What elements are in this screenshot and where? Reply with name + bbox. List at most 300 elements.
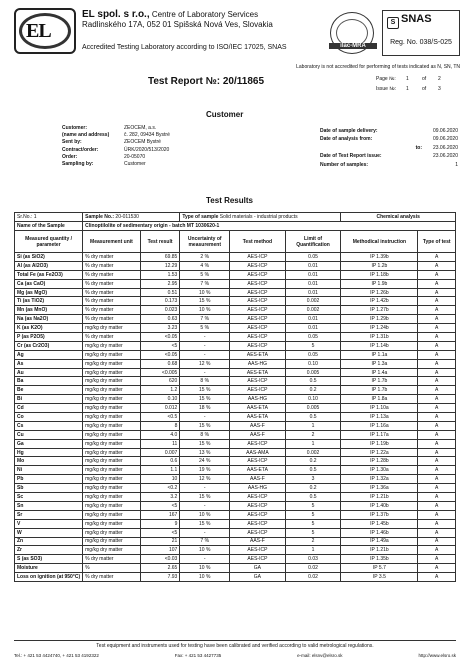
company-address: Radlinského 17A, 052 01 Spišská Nová Ves, Slovakia — [82, 20, 273, 29]
loq-cell: 5 — [285, 510, 341, 519]
loq-cell: 0.002 — [285, 448, 341, 457]
unit-cell: mg/kg dry matter — [83, 439, 141, 448]
footer-web[interactable]: http://www.elsro.sk — [418, 653, 456, 658]
parameter-cell: Zn — [15, 537, 83, 546]
uncertainty-cell: 10 % — [180, 564, 230, 573]
table-row — [15, 413, 456, 422]
customer-label: Customer: — [62, 125, 88, 131]
sample-row — [15, 213, 456, 222]
instruction-cell: IP 1.18b — [341, 270, 418, 279]
table-row — [15, 279, 456, 288]
table-row — [15, 386, 456, 395]
method-cell: AES-ICP — [230, 261, 286, 270]
table-row — [15, 528, 456, 537]
table-row — [15, 261, 456, 270]
parameter-cell: Total Fe (as Fe2O3) — [15, 270, 83, 279]
method-cell: AES-ICP — [230, 297, 286, 306]
parameter-cell: Mn (as MnO) — [15, 306, 83, 315]
unit-cell: mg/kg dry matter — [83, 475, 141, 484]
result-cell: 107 — [140, 546, 180, 555]
unit-cell: % — [83, 564, 141, 573]
result-cell: 10 — [140, 475, 180, 484]
loq-cell: 0.5 — [285, 413, 341, 422]
method-cell: AAS-ETA — [230, 404, 286, 413]
instruction-cell: IP 1.22a — [341, 448, 418, 457]
parameter-cell: Ti (as TiO2) — [15, 297, 83, 306]
instruction-cell: IP 1.31b — [341, 333, 418, 342]
test-type-cell: A — [418, 386, 456, 395]
result-cell: 8 — [140, 421, 180, 430]
table-row — [15, 519, 456, 528]
test-type-cell: A — [418, 270, 456, 279]
uncertainty-cell: 19 % — [180, 466, 230, 475]
table-row — [15, 270, 456, 279]
customer-block — [62, 125, 314, 168]
issue-total: 3 — [438, 86, 441, 92]
loq-cell: 0.005 — [285, 404, 341, 413]
column-header: Test result — [140, 231, 180, 253]
sample-type-label: Type of sample — [182, 214, 219, 220]
result-cell: <0.05 — [140, 350, 180, 359]
uncertainty-cell: 18 % — [180, 404, 230, 413]
instruction-cell: IP 1.1a — [341, 350, 418, 359]
method-cell: AES-ICP — [230, 279, 286, 288]
result-cell: 21 — [140, 537, 180, 546]
uncertainty-cell: 2 % — [180, 253, 230, 262]
customer-row — [62, 139, 314, 146]
unit-cell: % dry matter — [83, 555, 141, 564]
uncertainty-cell: 15 % — [180, 421, 230, 430]
uncertainty-cell: 5 % — [180, 270, 230, 279]
column-header: Type of test — [418, 231, 456, 253]
meta-value: 23.06.2020 — [432, 144, 458, 151]
table-row — [15, 324, 456, 333]
method-cell: AES-ICP — [230, 341, 286, 350]
sample-name-row — [15, 222, 456, 231]
loq-cell: 0.01 — [285, 288, 341, 297]
loq-cell: 5 — [285, 341, 341, 350]
customer-label: Contract/order: — [62, 146, 99, 153]
instruction-cell: IP 1.2b — [341, 261, 418, 270]
uncertainty-cell: - — [180, 501, 230, 510]
sample-type-value: Solid materials - industrial products — [219, 214, 298, 220]
instruction-cell: IP 1.21b — [341, 493, 418, 502]
unit-cell: mg/kg dry matter — [83, 484, 141, 493]
parameter-cell: Cu — [15, 430, 83, 439]
method-cell: AES-ICP — [230, 253, 286, 262]
instruction-cell: IP 1.19b — [341, 439, 418, 448]
test-type-cell: A — [418, 457, 456, 466]
unit-cell: % dry matter — [83, 333, 141, 342]
parameter-cell: Pb — [15, 475, 83, 484]
snas-mark-icon: S — [387, 17, 399, 29]
snas-label: SNAS — [401, 13, 432, 25]
loq-cell: 0.5 — [285, 466, 341, 475]
uncertainty-cell: 7 % — [180, 279, 230, 288]
uncertainty-cell: - — [180, 555, 230, 564]
result-cell: <0.2 — [140, 484, 180, 493]
test-type-cell: A — [418, 306, 456, 315]
instruction-cell: IP 1.40b — [341, 501, 418, 510]
result-cell: 1.1 — [140, 466, 180, 475]
test-type-cell: A — [418, 555, 456, 564]
uncertainty-cell: 13 % — [180, 448, 230, 457]
loq-cell: 0.2 — [285, 386, 341, 395]
parameter-cell: As — [15, 359, 83, 368]
test-type-cell: A — [418, 297, 456, 306]
issue-of: of — [422, 86, 427, 92]
table-row — [15, 546, 456, 555]
loq-cell: 0.05 — [285, 333, 341, 342]
unit-cell: mg/kg dry matter — [83, 510, 141, 519]
result-cell: 11 — [140, 439, 180, 448]
meta-row — [320, 161, 458, 169]
table-row — [15, 377, 456, 386]
result-cell: <5 — [140, 501, 180, 510]
test-type-cell: A — [418, 501, 456, 510]
test-type-cell: A — [418, 315, 456, 324]
test-type-cell: A — [418, 448, 456, 457]
parameter-cell: Cr (as Cr2O3) — [15, 341, 83, 350]
unit-cell: % dry matter — [83, 573, 141, 582]
snas-logo — [387, 13, 432, 29]
unit-cell: mg/kg dry matter — [83, 350, 141, 359]
customer-value: 20-05070 — [124, 153, 146, 160]
accreditation-line: Accredited Testing Laboratory according to ISO/IEC 17025, SNAS — [82, 44, 287, 51]
result-cell: 1.2 — [140, 386, 180, 395]
method-cell: AAS-F — [230, 421, 286, 430]
meta-label: Date of sample delivery: — [320, 128, 378, 134]
method-cell: AAS-F — [230, 475, 286, 484]
loq-cell: 5 — [285, 501, 341, 510]
unit-cell: mg/kg dry matter — [83, 493, 141, 502]
uncertainty-cell: - — [180, 341, 230, 350]
method-cell: AAS-ETA — [230, 413, 286, 422]
result-cell: 69.85 — [140, 253, 180, 262]
sr-cell — [15, 213, 83, 222]
instruction-cell: IP 1.32a — [341, 475, 418, 484]
unit-cell: mg/kg dry matter — [83, 519, 141, 528]
loq-cell: 2 — [285, 537, 341, 546]
company-subtitle: Centre of Laboratory Services — [151, 10, 259, 19]
method-cell: AAS-HG — [230, 395, 286, 404]
uncertainty-cell: 15 % — [180, 439, 230, 448]
table-row — [15, 457, 456, 466]
parameter-cell: Bi — [15, 395, 83, 404]
instruction-cell: IP 1.14b — [341, 341, 418, 350]
test-type-cell: A — [418, 279, 456, 288]
parameter-cell: Be — [15, 386, 83, 395]
uncertainty-cell: 10 % — [180, 288, 230, 297]
loq-cell: 5 — [285, 519, 341, 528]
unit-cell: mg/kg dry matter — [83, 395, 141, 404]
result-cell: 12.29 — [140, 261, 180, 270]
sample-no-cell — [83, 213, 180, 222]
page-total: 2 — [438, 76, 441, 82]
meta-value: 1 — [455, 161, 458, 168]
result-cell: 1.53 — [140, 270, 180, 279]
instruction-cell: IP 1.46b — [341, 528, 418, 537]
report-header — [14, 8, 460, 58]
method-cell: AES-ICP — [230, 324, 286, 333]
customer-row — [62, 147, 314, 154]
table-header-row — [15, 231, 456, 253]
table-row — [15, 395, 456, 404]
test-type-cell: A — [418, 350, 456, 359]
customer-value: Customer — [124, 161, 146, 168]
method-cell: AES-ICP — [230, 501, 286, 510]
parameter-cell: V — [15, 519, 83, 528]
unit-cell: mg/kg dry matter — [83, 537, 141, 546]
method-cell: AAS-HG — [230, 359, 286, 368]
table-row — [15, 350, 456, 359]
uncertainty-cell: - — [180, 368, 230, 377]
column-header: Test method — [230, 231, 286, 253]
table-row — [15, 430, 456, 439]
result-cell: 0.012 — [140, 404, 180, 413]
instruction-cell: IP 1.35b — [341, 555, 418, 564]
issue-label: Issue №: — [376, 86, 397, 92]
sample-name-value: Clinoptilolite of sedimentary origin - batch MT 1030620-1 — [83, 222, 456, 231]
footer-fax: Fax: + 421 53 4427735 — [174, 653, 222, 658]
meta-label: to: — [415, 144, 422, 151]
uncertainty-cell: 12 % — [180, 359, 230, 368]
page-of: of — [422, 76, 427, 82]
uncertainty-cell: 8 % — [180, 430, 230, 439]
test-type-cell: A — [418, 421, 456, 430]
instruction-cell: IP 1.29b — [341, 315, 418, 324]
meta-row — [320, 144, 458, 152]
uncertainty-cell: 15 % — [180, 386, 230, 395]
method-cell: AES-ICP — [230, 555, 286, 564]
result-cell: 9 — [140, 519, 180, 528]
parameter-cell: Ca (as CaO) — [15, 279, 83, 288]
page-info — [376, 74, 441, 94]
parameter-cell: Mo — [15, 457, 83, 466]
sr-label: Sr.No.: — [17, 214, 33, 220]
parameter-cell: Sr — [15, 510, 83, 519]
instruction-cell: IP 3.5 — [341, 573, 418, 582]
meta-value: 09.06.2020 — [432, 128, 458, 134]
table-row — [15, 333, 456, 342]
loq-cell: 1 — [285, 421, 341, 430]
column-header: Uncertainty of measurement — [180, 231, 230, 253]
sample-type-cell — [180, 213, 341, 222]
parameter-cell: Sn — [15, 501, 83, 510]
unit-cell: % dry matter — [83, 261, 141, 270]
instruction-cell: IP 1.10a — [341, 404, 418, 413]
test-type-cell: A — [418, 528, 456, 537]
loq-cell: 0.01 — [285, 324, 341, 333]
meta-value: 23.06.2020 — [432, 153, 458, 160]
uncertainty-cell: 12 % — [180, 475, 230, 484]
result-cell: 0.51 — [140, 288, 180, 297]
footer-email[interactable]: e-mail: elsnv@elsro.sk — [297, 653, 343, 658]
unit-cell: mg/kg dry matter — [83, 421, 141, 430]
parameter-cell: K (as K2O) — [15, 324, 83, 333]
customer-label: Sent by: — [62, 139, 82, 146]
unit-cell: % dry matter — [83, 306, 141, 315]
parameter-cell: Si (as SiO2) — [15, 253, 83, 262]
method-cell: AES-ICP — [230, 510, 286, 519]
customer-value: ZEOCEM, a.s. — [124, 125, 157, 131]
loq-cell: 5 — [285, 528, 341, 537]
loq-cell: 0.5 — [285, 377, 341, 386]
ilac-label: ilac-MRA — [329, 43, 377, 49]
parameter-cell: Sc — [15, 493, 83, 502]
method-cell: AES-ICP — [230, 315, 286, 324]
method-cell: AES-ICP — [230, 493, 286, 502]
result-cell: 0.68 — [140, 359, 180, 368]
parameter-cell: Loss on ignition (at 950°C) — [15, 573, 83, 582]
test-type-cell: A — [418, 564, 456, 573]
results-table — [14, 212, 456, 582]
parameter-cell: Ga — [15, 439, 83, 448]
registration-number: Reg. No. 038/S-025 — [390, 39, 452, 46]
instruction-cell: IP 1.4a — [341, 368, 418, 377]
unit-cell: % dry matter — [83, 270, 141, 279]
test-type-cell: A — [418, 261, 456, 270]
unit-cell: % dry matter — [83, 297, 141, 306]
table-row — [15, 404, 456, 413]
table-row — [15, 315, 456, 324]
test-type-cell: A — [418, 475, 456, 484]
page-number: 1 — [406, 76, 409, 82]
uncertainty-cell: 10 % — [180, 510, 230, 519]
result-cell: 3.23 — [140, 324, 180, 333]
test-type-cell: A — [418, 537, 456, 546]
method-cell: AAS-HG — [230, 484, 286, 493]
test-type-cell: A — [418, 519, 456, 528]
uncertainty-cell: 5 % — [180, 324, 230, 333]
result-cell: <5 — [140, 528, 180, 537]
uncertainty-cell: 15 % — [180, 519, 230, 528]
table-row — [15, 510, 456, 519]
table-row — [15, 359, 456, 368]
el-logo — [14, 8, 76, 54]
loq-cell: 2 — [285, 430, 341, 439]
parameter-cell: Moisture — [15, 564, 83, 573]
method-cell: GA — [230, 573, 286, 582]
instruction-cell: IP 1.27b — [341, 306, 418, 315]
uncertainty-cell: - — [180, 350, 230, 359]
sample-dates-block — [320, 127, 458, 169]
result-cell: 0.023 — [140, 306, 180, 315]
test-type-cell: A — [418, 333, 456, 342]
instruction-cell: IP 1.3a — [341, 359, 418, 368]
footer-tel: Tel.: + 421 53 4424740, + 421 53 4192322 — [14, 653, 99, 658]
table-row — [15, 421, 456, 430]
uncertainty-cell: 7 % — [180, 315, 230, 324]
loq-cell: 0.01 — [285, 315, 341, 324]
method-cell: AES-ICP — [230, 528, 286, 537]
table-row — [15, 501, 456, 510]
uncertainty-cell: 15 % — [180, 395, 230, 404]
result-cell: <5 — [140, 341, 180, 350]
unit-cell: mg/kg dry matter — [83, 341, 141, 350]
issue-number: 1 — [406, 86, 409, 92]
uncertainty-cell: 10 % — [180, 546, 230, 555]
unit-cell: mg/kg dry matter — [83, 324, 141, 333]
unit-cell: % dry matter — [83, 288, 141, 297]
method-cell: AES-ICP — [230, 519, 286, 528]
instruction-cell: IP 1.39b — [341, 253, 418, 262]
table-row — [15, 253, 456, 262]
meta-value: 09.06.2020 — [432, 136, 458, 143]
loq-cell: 3 — [285, 475, 341, 484]
uncertainty-cell: 4 % — [180, 261, 230, 270]
report-title: Test Report №: 20/11865 — [148, 76, 265, 87]
customer-label: (name and address) — [62, 132, 110, 139]
ilac-mra-icon — [330, 12, 374, 54]
instruction-cell: IP 1.17a — [341, 430, 418, 439]
parameter-cell: Co — [15, 413, 83, 422]
test-type-cell: A — [418, 484, 456, 493]
table-row — [15, 564, 456, 573]
loq-cell: 0.2 — [285, 484, 341, 493]
unit-cell: mg/kg dry matter — [83, 404, 141, 413]
instruction-cell: IP 1.8a — [341, 395, 418, 404]
uncertainty-cell: 7 % — [180, 537, 230, 546]
instruction-cell: IP 1.49a — [341, 537, 418, 546]
parameter-cell: Au — [15, 368, 83, 377]
method-cell: AES-ICP — [230, 288, 286, 297]
test-type-cell: A — [418, 253, 456, 262]
unit-cell: mg/kg dry matter — [83, 466, 141, 475]
loq-cell: 1 — [285, 439, 341, 448]
table-row — [15, 537, 456, 546]
parameter-cell: Ba — [15, 377, 83, 386]
loq-cell: 0.005 — [285, 368, 341, 377]
test-type-cell: A — [418, 466, 456, 475]
result-cell: 7.93 — [140, 573, 180, 582]
instruction-cell: IP 1.7b — [341, 386, 418, 395]
loq-cell: 0.2 — [285, 457, 341, 466]
result-cell: 167 — [140, 510, 180, 519]
unit-cell: mg/kg dry matter — [83, 501, 141, 510]
column-header: Limit of Quantification — [285, 231, 341, 253]
sample-no-value: 20-011530 — [115, 214, 139, 220]
accreditation-note: Laboratory is not accredited for performing of tests indicated as N, SN, TN — [296, 64, 460, 70]
instruction-cell: IP 1.36a — [341, 484, 418, 493]
method-cell: AES-ICP — [230, 546, 286, 555]
method-cell: AES-ICP — [230, 270, 286, 279]
customer-row — [62, 161, 314, 168]
customer-row — [62, 132, 314, 139]
instruction-cell: IP 1.28b — [341, 457, 418, 466]
parameter-cell: Na (as Na2O) — [15, 315, 83, 324]
test-type-cell: A — [418, 404, 456, 413]
meta-label: Number of samples: — [320, 161, 369, 168]
test-type-cell: A — [418, 341, 456, 350]
result-cell: 0.10 — [140, 395, 180, 404]
method-cell: AES-ICP — [230, 439, 286, 448]
parameter-cell: Hg — [15, 448, 83, 457]
instruction-cell: IP 1.45b — [341, 519, 418, 528]
parameter-cell: Zr — [15, 546, 83, 555]
result-cell: 0.63 — [140, 315, 180, 324]
loq-cell: 1 — [285, 546, 341, 555]
company-name: EL spol. s r.o., — [82, 9, 150, 20]
result-cell: <0.005 — [140, 368, 180, 377]
unit-cell: mg/kg dry matter — [83, 430, 141, 439]
test-type-cell: A — [418, 368, 456, 377]
unit-cell: % dry matter — [83, 315, 141, 324]
sr-value: 1 — [33, 214, 37, 220]
customer-row — [62, 154, 314, 161]
customer-value: ÚRK/2020/513/2020 — [124, 146, 170, 153]
unit-cell: % dry matter — [83, 279, 141, 288]
